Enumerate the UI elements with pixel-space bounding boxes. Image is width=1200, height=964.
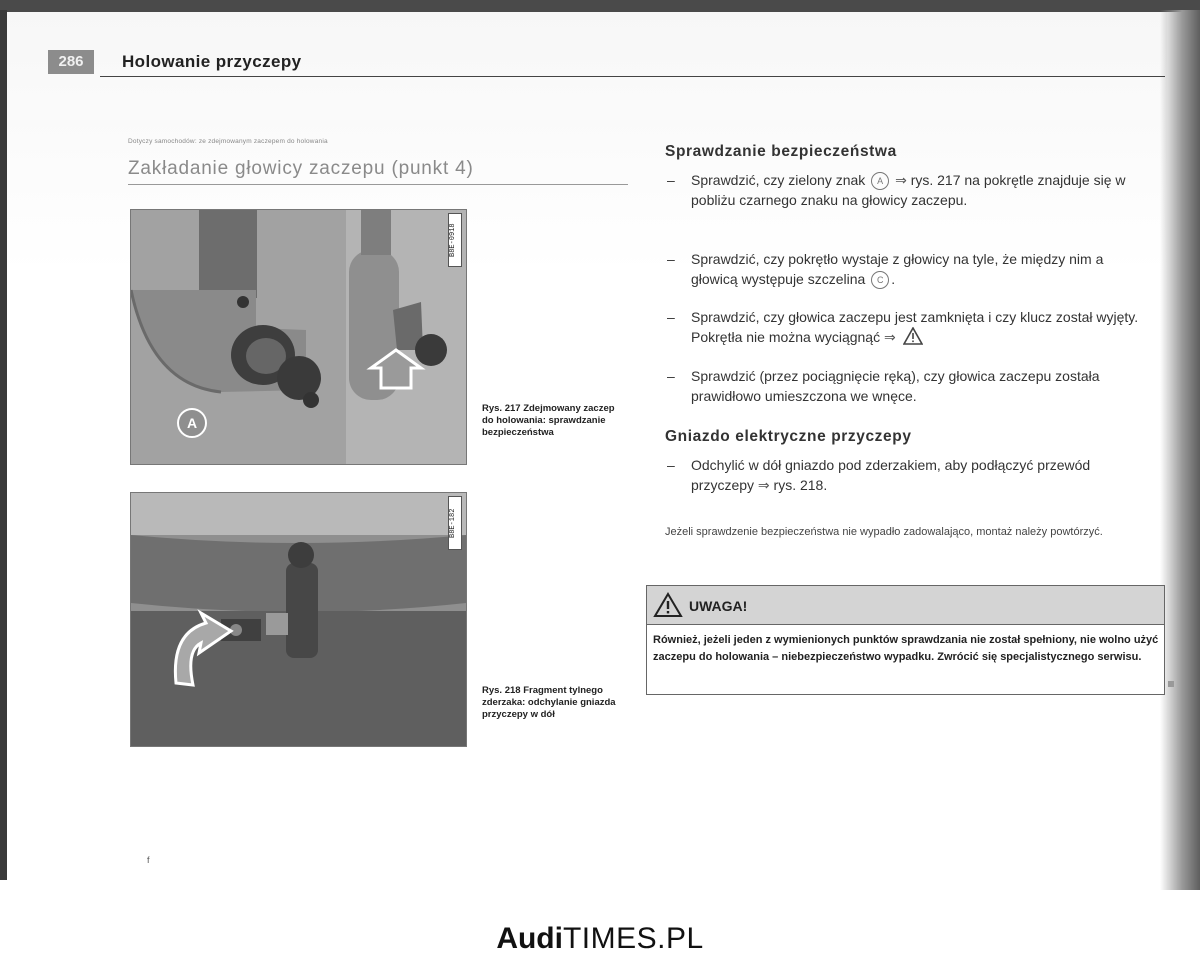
page-number: 286 [48,50,94,74]
section-end-marker [1168,681,1174,687]
book-spine-shadow [1160,10,1200,890]
list-item [667,170,1147,210]
arrow-icon: ⇒ [895,172,907,188]
bullet-text: Odchylić w dół gniazdo pod zderzakiem, aby podłączyć przewód przyczepy [691,457,1091,493]
bullet-dash: – [667,172,675,188]
list-item [667,249,1147,289]
list-item [667,307,1147,347]
footer-brand [0,922,1200,956]
figure-218-photo [130,492,467,747]
scan-border-top [0,0,1200,12]
figure-217-caption [482,403,622,439]
page-mark: f [147,855,150,865]
warning-title: UWAGA! [689,598,748,614]
bullet-dash: – [667,309,675,325]
caption-text: Fragment tylnego zderzaka: odchylanie gniazda przyczepy w dół [482,685,616,720]
warning-body: Również, jeżeli jeden z wymienionych punktów sprawdzania nie został spełniony, nie wolno użyć zaczepu do holowania – niebezpieczeństwo wypadku. Zwrócić się specjalistycznego serwisu. [653,634,1159,663]
bumper-illustration [131,493,466,746]
brand-bold: Audi [496,922,563,955]
bullet-text: Sprawdzić, czy głowica zaczepu jest zamknięta i czy klucz został wyjęty. Pokrętła nie można wyciągnąć [691,309,1139,345]
heading-electrical-socket: Gniazdo elektryczne przyczepy [665,428,912,445]
bullet-text: rys. 217 na pokrętle znajduje się w pobliżu czarnego znaku na głowicy zaczepu. [691,172,1126,208]
bullet-dash: – [667,457,675,473]
header-rule [100,76,1165,77]
arrow-icon: ⇒ [884,329,896,345]
topic-heading: Zakładanie głowicy zaczepu (punkt 4) [128,158,474,179]
warning-icon [903,327,923,345]
caption-text: Zdejmowany zaczep do holowania: sprawdzanie bezpieczeństwa [482,403,615,438]
figure-218-caption [482,685,622,721]
callout-symbol: A [871,172,889,190]
bullet-text: Sprawdzić, czy zielony znak [691,172,866,188]
heading-safety-check: Sprawdzanie bezpieczeństwa [665,143,897,160]
warning-icon [653,592,683,618]
figure-217-photo [130,209,467,465]
bullet-text: Sprawdzić, czy pokrętło wystaje z głowicy na tyle, że między nim a głowicą występuje szczelina [691,251,1104,287]
section-title: Holowanie przyczepy [122,52,302,71]
callout-a: A [177,408,207,438]
figure-id: B8E-0918 [448,213,462,267]
bullet-dash: – [667,251,675,267]
applicability-note: Dotyczy samochodów: ze zdejmowanym zaczepem do holowania [128,138,328,145]
bullet-text: . [891,271,896,287]
bullet-text: rys. 218. [773,477,828,493]
figure-id: B8E-182 [448,496,462,550]
note-text: Jeżeli sprawdzenie bezpieczeństwa nie wypadło zadowalająco, montaż należy powtórzyć. [665,526,1103,538]
brand-rest: TIMES.PL [562,922,704,955]
topic-rule [128,184,628,185]
caption-label: Rys. 217 [482,403,521,414]
bullet-dash: – [667,368,675,384]
bullet-text: Sprawdzić (przez pociągnięcie ręką), czy głowica zaczepu została prawidłowo umieszczona we wnęce. [691,368,1100,404]
caption-label: Rys. 218 [482,685,521,696]
arrow-icon: ⇒ [757,477,770,493]
callout-symbol: C [871,271,889,289]
warning-box [646,585,1165,695]
list-item [667,455,1147,495]
warning-header [647,586,1164,625]
scan-border-left [0,10,7,880]
list-item [667,366,1147,406]
